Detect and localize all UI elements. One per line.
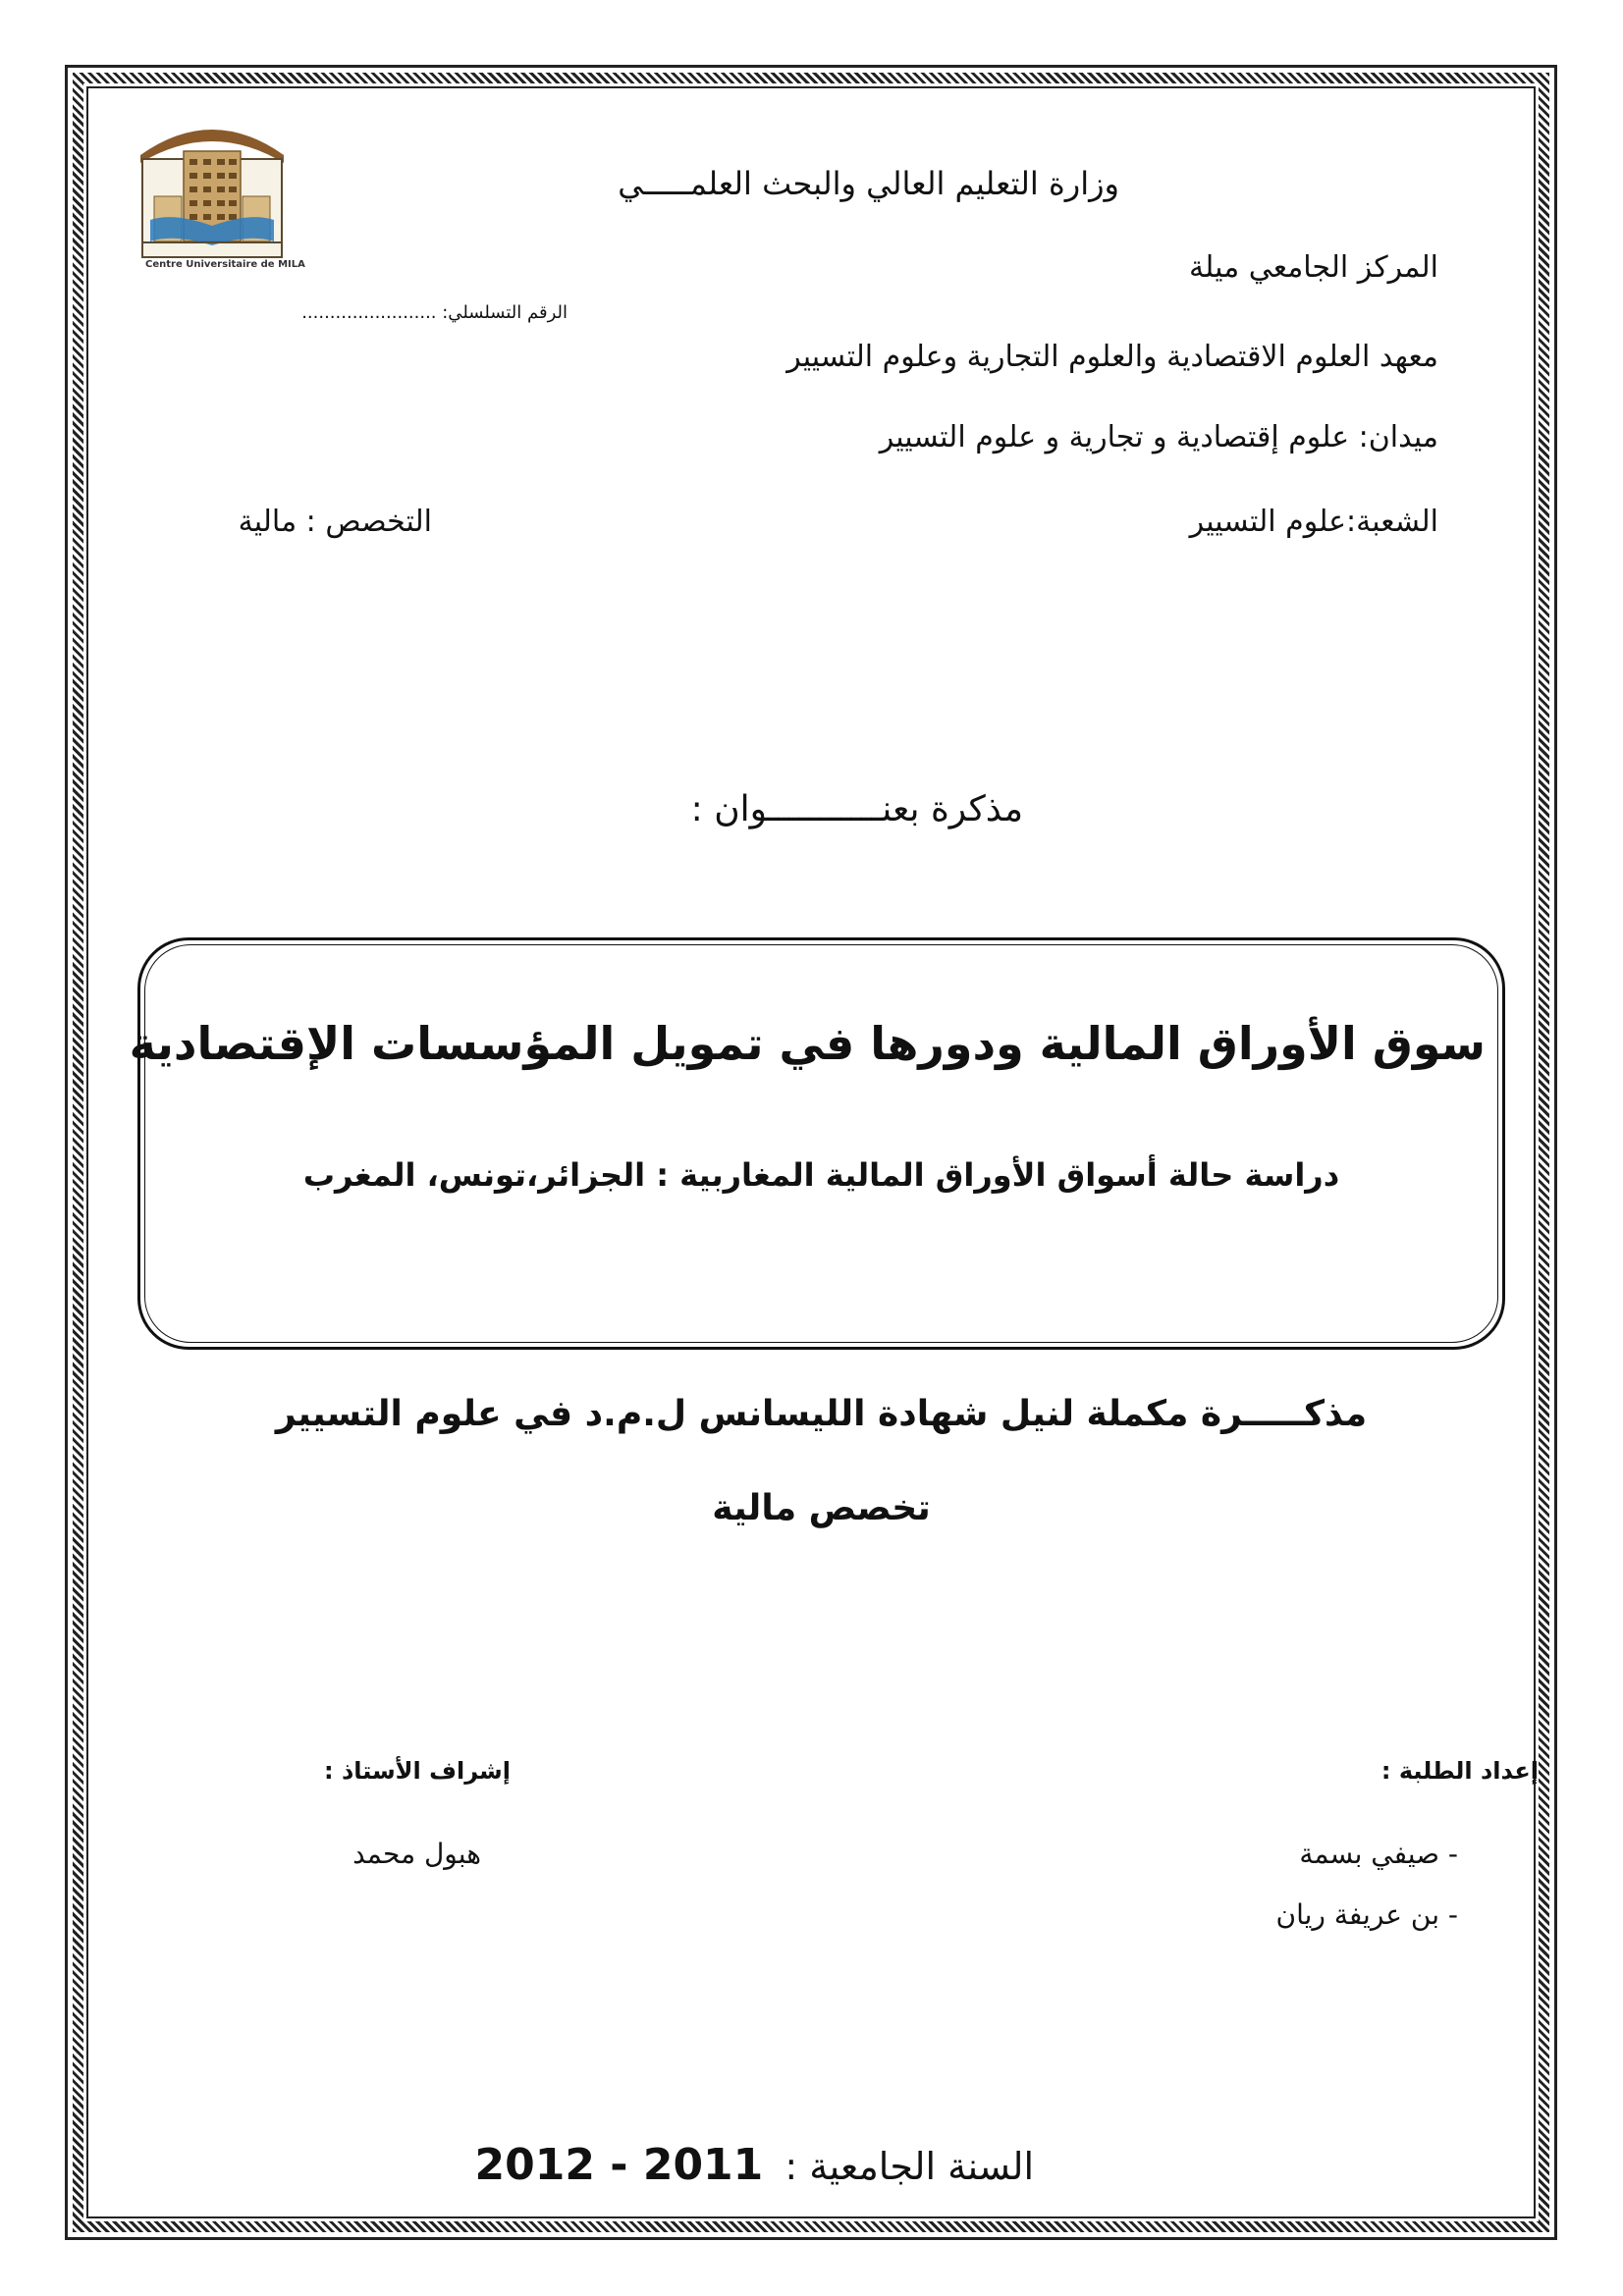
students-label: إعداد الطلبة :: [1380, 1757, 1539, 1785]
university-logo: [135, 118, 305, 273]
memo-heading: مذكرة بعنـــــــــــوان :: [690, 789, 1023, 829]
academic-year-value: 2012 - 2011: [474, 2140, 764, 2190]
thesis-subtitle: دراسة حالة أسواق الأوراق المالية المغاربية : الجزائر،تونس، المغرب: [302, 1156, 1340, 1194]
logo-caption: Centre Universitaire de MILA: [145, 259, 305, 270]
specialty-line: التخصص : مالية: [238, 505, 432, 539]
supervisor-label: إشراف الأستاذ :: [324, 1757, 511, 1785]
institute-line: معهد العلوم الاقتصادية والعلوم التجارية وعلوم التسيير: [786, 340, 1438, 374]
field-line: ميدان: علوم إقتصادية و تجارية و علوم التسيير: [879, 420, 1438, 454]
academic-year: [474, 2140, 1034, 2190]
degree-specialty: تخصص مالية: [712, 1488, 931, 1528]
student-name: - بن عريفة ريان: [1275, 1898, 1458, 1931]
serial-number-label: الرقم التسلسلي: ........................: [301, 302, 568, 323]
title-box-inner-border: [129, 944, 1498, 1343]
degree-line: مذكـــــرة مكملة لنيل شهادة الليسانس ل.م.د في علوم التسيير: [275, 1394, 1368, 1434]
ministry-line: وزارة التعليم العالي والبحث العلمـــــي: [618, 165, 1119, 202]
student-name: - صيفي بسمة: [1299, 1838, 1458, 1870]
university-center: المركز الجامعي ميلة: [1189, 250, 1438, 285]
supervisor-name: هبول محمد: [352, 1838, 481, 1870]
academic-year-label: السنة الجامعية :: [784, 2145, 1034, 2188]
thesis-title: سوق الأوراق المالية ودورها في تمويل المؤسسات الإقتصادية: [129, 1017, 1486, 1070]
branch-line: الشعبة:علوم التسيير: [1189, 505, 1438, 539]
